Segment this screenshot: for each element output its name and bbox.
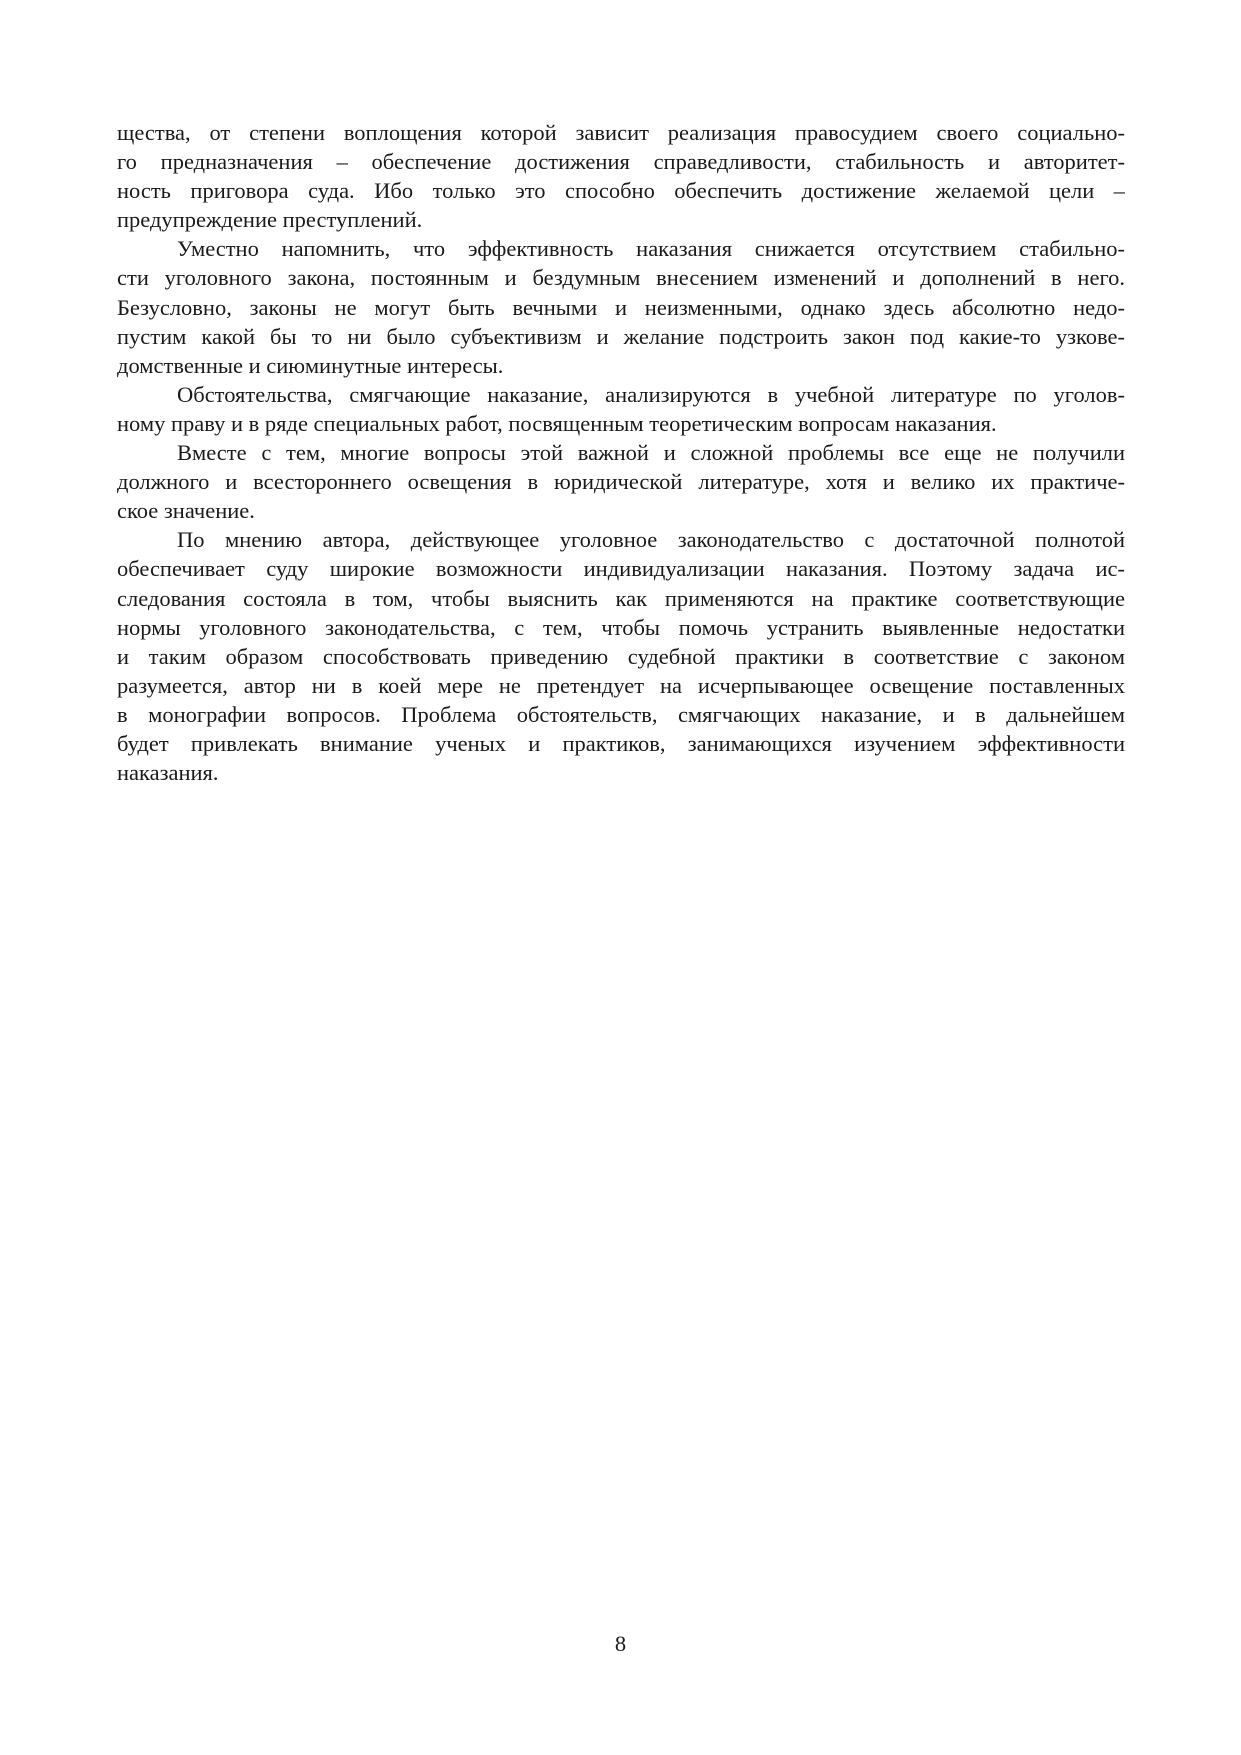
text-line: должного и всестороннего освещения в юридической литературе, хотя и велико их практиче- <box>117 469 1125 495</box>
text-line: Обстоятельства, смягчающие наказание, анализируются в учебной литературе по уголов- <box>177 381 1125 407</box>
text-line: щества, от степени воплощения которой зависит реализация правосудием своего социально- <box>117 120 1125 145</box>
paragraph <box>117 234 1125 379</box>
paragraph <box>117 525 1125 787</box>
text-line: разумеется, автор ни в коей мере не претендует на исчерпывающее освещение поставленных <box>117 672 1125 698</box>
body-text <box>117 118 1125 787</box>
text-line: наказания. <box>117 760 219 786</box>
text-line: Вместе с тем, многие вопросы этой важной и сложной проблемы все еще не получили <box>177 440 1125 466</box>
page-number: 8 <box>614 1631 627 1656</box>
text-line: нормы уголовного законодательства, с тем, чтобы помочь устранить выявленные недостатки <box>117 614 1125 640</box>
text-line: Уместно напомнить, что эффективность наказания снижается отсутствием стабильно- <box>177 236 1125 262</box>
text-line: обеспечивает суду широкие возможности индивидуализации наказания. Поэтому задача ис- <box>117 556 1125 582</box>
paragraph <box>117 438 1125 525</box>
text-line: По мнению автора, действующее уголовное законодательство с достаточной полнотой <box>177 527 1125 553</box>
paragraph <box>117 380 1125 438</box>
paragraph <box>117 118 1125 234</box>
text-line: сти уголовного закона, постоянным и бездумным внесением изменений и дополнений в него. <box>117 265 1125 291</box>
text-line: го предназначения – обеспечение достижения справедливости, стабильность и авторитет- <box>117 149 1125 175</box>
text-line: и таким образом способствовать приведению судебной практики в соответствие с законом <box>117 643 1125 669</box>
text-line: предупреждение преступлений. <box>117 207 423 233</box>
text-line: пустим какой бы то ни было субъективизм и желание подстроить закон под какие-то узкове- <box>117 323 1125 349</box>
text-line: Безусловно, законы не могут быть вечными и неизменными, однако здесь абсолютно недо- <box>117 294 1125 320</box>
text-line: в монографии вопросов. Проблема обстоятельств, смягчающих наказание, и в дальнейшем <box>117 701 1125 727</box>
text-line: ность приговора суда. Ибо только это способно обеспечить достижение желаемой цели – <box>117 178 1125 204</box>
text-line: ское значение. <box>117 498 255 524</box>
text-line: ному праву и в ряде специальных работ, посвященным теоретическим вопросам наказания. <box>117 410 997 436</box>
text-line: будет привлекать внимание ученых и практиков, занимающихся изучением эффективности <box>117 730 1125 756</box>
text-line: следования состояла в том, чтобы выяснить как применяются на практике соответствующие <box>117 585 1125 611</box>
text-line: домственные и сиюминутные интересы. <box>117 352 504 378</box>
